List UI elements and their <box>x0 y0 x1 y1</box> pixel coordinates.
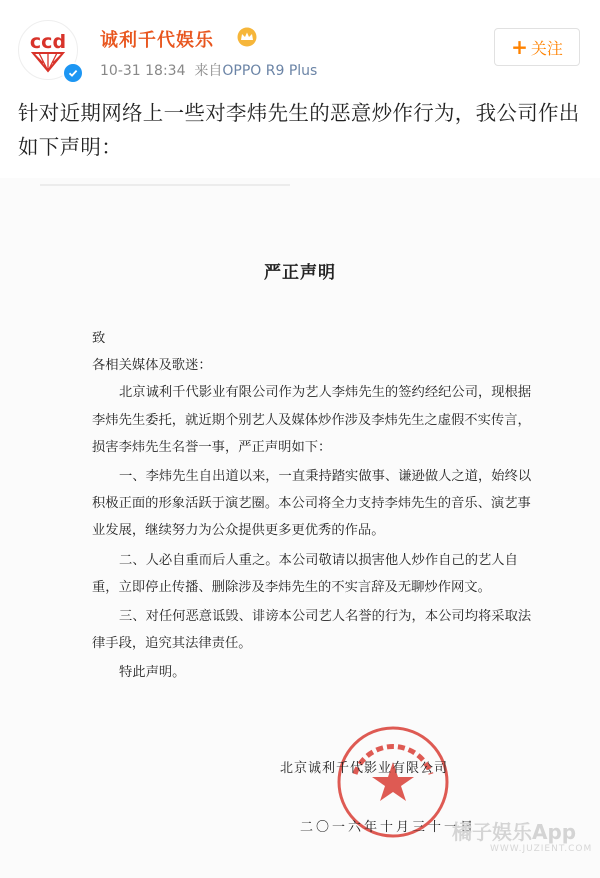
statement-image[interactable] <box>0 178 600 878</box>
verified-badge-icon <box>62 62 84 84</box>
statement-title: 严正声明 <box>264 263 336 283</box>
statement-point-2: 二、人必自重而后人重之。本公司敬请以损害他人炒作自己的艺人自重，立即停止传播、删除涉及李炜先生的不实言辞及无聊炒作网文。 <box>92 552 518 595</box>
post-device[interactable]: OPPO R9 Plus <box>222 63 318 79</box>
post-timestamp: 10-31 18:34 <box>100 63 186 79</box>
watermark-url: WWW.JUZIENT.COM <box>490 844 593 854</box>
follow-label: 关注 <box>530 38 563 58</box>
statement-point-3: 三、对任何恶意诋毁、诽谤本公司艺人名誉的行为，本公司均将采取法律手段，追究其法律责任。 <box>92 609 532 652</box>
statement-body <box>92 325 532 687</box>
statement-salutation-to: 致 <box>92 331 106 346</box>
statement-point-1: 一、李炜先生自出道以来，一直秉持踏实做事、谦逊做人之道，始终以积极正面的形象活跃于演艺圈。本公司将全力支持李炜先生的音乐、演艺事业发展，继续努力为公众提供更多更优秀的作品。 <box>92 469 532 539</box>
follow-button[interactable] <box>494 28 580 66</box>
watermark-brand: 橘子娱乐App <box>452 820 577 844</box>
scan-artifact <box>40 184 290 186</box>
plus-icon: + <box>511 35 528 59</box>
statement-company: 北京诚利千代影业有限公司 <box>280 761 449 776</box>
statement-closing: 特此声明。 <box>119 665 186 681</box>
account-name[interactable]: 诚利千代娱乐 <box>100 30 214 51</box>
post-meta <box>100 60 317 80</box>
svg-text:ccd: ccd <box>29 31 67 53</box>
post-source-prefix: 来自 <box>194 63 223 79</box>
statement-intro: 北京诚利千代影业有限公司作为艺人李炜先生的签约经纪公司，现根据李炜先生委托，就近期个别艺人及媒体炒作涉及李炜先生之虚假不实传言，损害李炜先生名誉一事，严正声明如下： <box>92 385 532 455</box>
statement-date: 二〇一六年十月三十一日 <box>300 820 477 835</box>
crown-icon <box>236 27 258 47</box>
post-header <box>0 0 600 90</box>
statement-salutation: 各相关媒体及歌迷： <box>92 358 212 374</box>
post-text: 针对近期网络上一些对李炜先生的恶意炒作行为，我公司作出如下声明： <box>18 101 580 159</box>
